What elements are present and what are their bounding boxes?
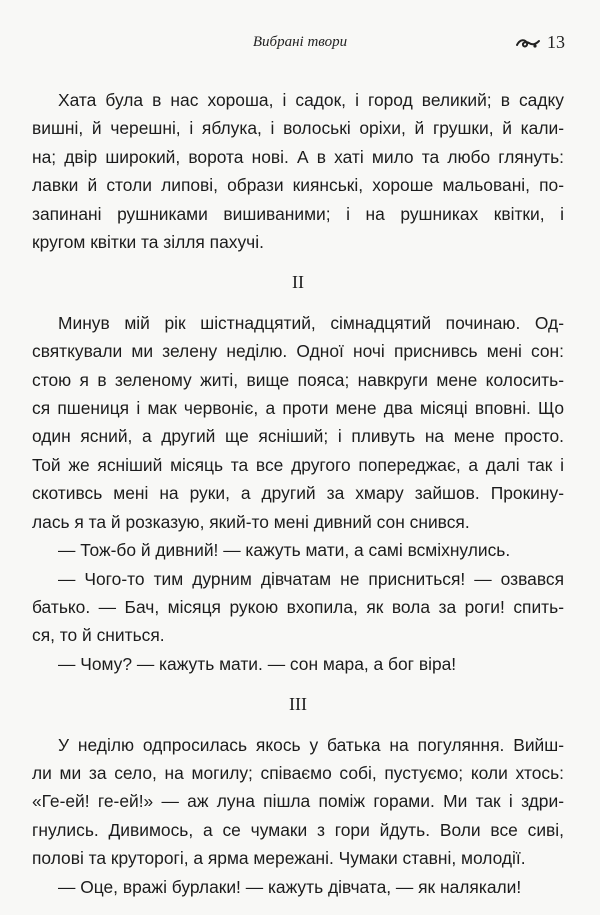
text-line: скотивсь мені на руки, а другий за хмару зайшов. Прокину-	[32, 483, 564, 504]
section-heading: III	[289, 694, 307, 715]
page-number: 13	[547, 32, 565, 52]
text-line: вишні, й черешні, і яблука, і волоські оріхи, й грушки, й кали-	[32, 118, 564, 139]
text-line: Хата була в нас хороша, і садок, і город великий; в садку	[58, 90, 564, 110]
text-line: гнулись. Дивимось, а се чумаки з гори йдуть. Воли все сиві,	[32, 819, 564, 840]
text-line: — Чого-то тим дурним дівчатам не присниться! — озвався	[58, 568, 564, 589]
body-text	[32, 86, 564, 901]
text-line: запинані рушниками вишиваними; і на рушниках квітки, і	[32, 203, 564, 224]
text-line: кругом квітки та зілля пахучі.	[32, 232, 264, 253]
text-line: — Оце, вражі бурлаки! — кажуть дівчата, — як налякали!	[58, 876, 522, 897]
text-line: стою я в зеленому житі, вище пояса; навкруги мене колосить-	[32, 369, 564, 390]
text-line: на; двір широкий, ворота нові. А в хаті мило та любо глянуть:	[32, 146, 564, 167]
text-line: — Чому? — кажуть мати. — сон мара, а бог віра!	[58, 653, 457, 674]
running-title: Вибрані твори	[252, 34, 348, 50]
text-line: ся пшениця і мак червоніє, а проти мене два місяці вповні. Що	[32, 398, 564, 419]
text-line: ся, то й сниться.	[32, 625, 165, 646]
text-line: святкували ми зелену неділю. Одної ночі приснивсь мені сон:	[32, 341, 564, 362]
text-line: полові та круторогі, а ярма мережані. Чумаки ставні, молодії.	[32, 848, 526, 869]
page-number-block	[515, 32, 565, 53]
text-line: У неділю одпросилась якось у батька на погуляння. Вийш-	[58, 734, 564, 755]
text-line: один ясний, а другий ще ясніший; і пливуть на мене просто.	[32, 426, 564, 447]
text-line: Минув мій рік шістнадцятий, сімнадцятий починаю. Од-	[58, 312, 564, 333]
text-line: Той же ясніший місяць та все другого попереджає, а далі так і	[32, 454, 564, 475]
fleuron-icon	[515, 36, 541, 50]
section-heading: II	[292, 272, 304, 293]
text-line: лавки й столи липові, образи киянські, хороше мальовані, по-	[32, 175, 564, 196]
text-line: лась я та й розказую, який-то мені дивний сон снився.	[32, 511, 470, 532]
text-line: ли ми за село, на могилу; співаємо собі, пустуємо; коли хтось:	[32, 762, 564, 783]
text-line: «Ге-ей! ге-ей!» — аж луна пішла поміж горами. Ми так і здри-	[32, 791, 564, 812]
text-line: — Тож-бо й дивний! — кажуть мати, а самі всміхнулись.	[58, 540, 511, 561]
text-line: батько. — Бач, місяця рукою вхопила, як вола за роги! спить-	[32, 596, 564, 617]
